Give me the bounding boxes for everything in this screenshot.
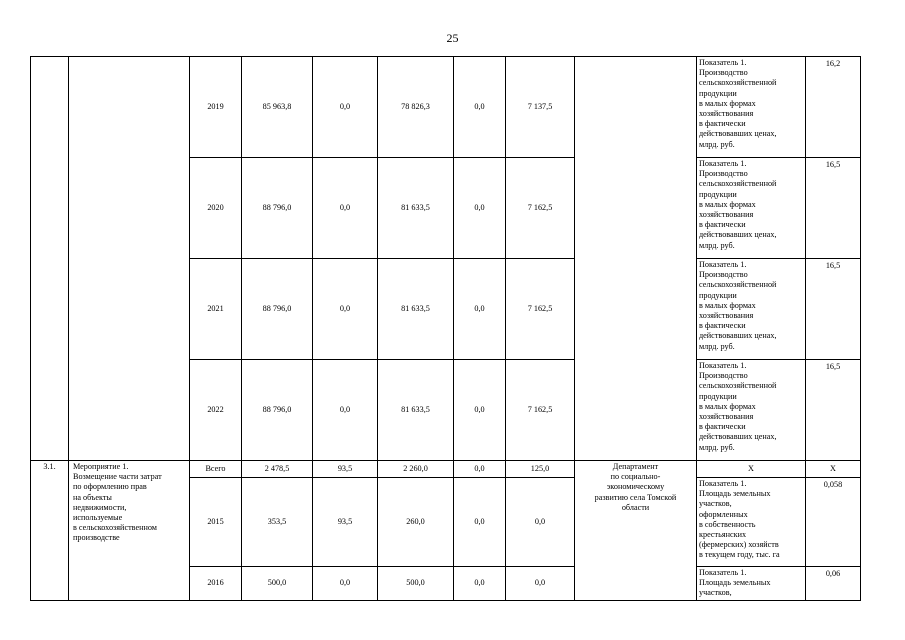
total-cell: 500,0 — [242, 567, 313, 601]
regional-cell: 260,0 — [378, 478, 454, 567]
year-cell: 2021 — [190, 259, 242, 360]
other-cell: 7 137,5 — [506, 57, 575, 158]
program-table — [30, 56, 861, 601]
other-cell: 0,0 — [506, 478, 575, 567]
total-cell: 2 478,5 — [242, 461, 313, 478]
year-cell: 2019 — [190, 57, 242, 158]
executor-cell: Департамент по социально- экономическому развитию села Томской области — [575, 461, 697, 601]
year-cell: 2016 — [190, 567, 242, 601]
regional-cell: 81 633,5 — [378, 360, 454, 461]
other-cell: 7 162,5 — [506, 158, 575, 259]
year-cell: 2015 — [190, 478, 242, 567]
local-cell: 0,0 — [454, 57, 506, 158]
year-cell: 2020 — [190, 158, 242, 259]
total-cell: 88 796,0 — [242, 259, 313, 360]
federal-cell: 0,0 — [313, 57, 378, 158]
year-cell: Всего — [190, 461, 242, 478]
federal-cell: 0,0 — [313, 360, 378, 461]
regional-cell: 2 260,0 — [378, 461, 454, 478]
federal-cell: 93,5 — [313, 478, 378, 567]
other-cell: 0,0 — [506, 567, 575, 601]
indicator-value-cell: 16,5 — [806, 360, 861, 461]
indicator-value-cell: 16,5 — [806, 158, 861, 259]
local-cell: 0,0 — [454, 478, 506, 567]
regional-cell: 78 826,3 — [378, 57, 454, 158]
other-cell: 7 162,5 — [506, 259, 575, 360]
indicator-cell: Показатель 1. Производство сельскохозяйственной продукции в малых формах хозяйствования в фактически действовавших ценах, млрд. руб. — [697, 259, 806, 360]
measure-name-cell: Мероприятие 1. Возмещение части затрат по оформлению прав на объекты недвижимости, используемые в сельскохозяйственном производстве — [69, 461, 190, 601]
local-cell: 0,0 — [454, 360, 506, 461]
federal-cell: 0,0 — [313, 158, 378, 259]
federal-cell: 93,5 — [313, 461, 378, 478]
table-row — [31, 57, 861, 158]
federal-cell: 0,0 — [313, 259, 378, 360]
indicator-cell: Показатель 1. Производство сельскохозяйственной продукции в малых формах хозяйствования в фактически действовавших ценах, млрд. руб. — [697, 57, 806, 158]
indicator-value-cell: 16,2 — [806, 57, 861, 158]
year-cell: 2022 — [190, 360, 242, 461]
total-cell: 85 963,8 — [242, 57, 313, 158]
number-cell-empty — [31, 57, 69, 461]
indicator-cell: Показатель 1. Производство сельскохозяйственной продукции в малых формах хозяйствования в фактически действовавших ценах, млрд. руб. — [697, 360, 806, 461]
local-cell: 0,0 — [454, 158, 506, 259]
regional-cell: 81 633,5 — [378, 158, 454, 259]
regional-cell: 81 633,5 — [378, 259, 454, 360]
indicator-cell: Показатель 1. Производство сельскохозяйственной продукции в малых формах хозяйствования в фактически действовавших ценах, млрд. руб. — [697, 158, 806, 259]
total-cell: 88 796,0 — [242, 158, 313, 259]
indicator-cell: Х — [697, 461, 806, 478]
table-row — [31, 461, 861, 478]
indicator-value-cell: 16,5 — [806, 259, 861, 360]
indicator-cell: Показатель 1. Площадь земельных участков, оформленных в собственность крестьянских (фермерских) хозяйств в текущем году, тыс. га — [697, 478, 806, 567]
local-cell: 0,0 — [454, 461, 506, 478]
indicator-value-cell: 0,058 — [806, 478, 861, 567]
federal-cell: 0,0 — [313, 567, 378, 601]
total-cell: 88 796,0 — [242, 360, 313, 461]
local-cell: 0,0 — [454, 259, 506, 360]
local-cell: 0,0 — [454, 567, 506, 601]
other-cell: 7 162,5 — [506, 360, 575, 461]
name-cell-empty — [69, 57, 190, 461]
indicator-cell: Показатель 1. Площадь земельных участков, — [697, 567, 806, 601]
executor-cell-empty — [575, 57, 697, 461]
page-number: 25 — [446, 31, 459, 45]
measure-number-cell: 3.1. — [31, 461, 69, 601]
indicator-value-cell: 0,06 — [806, 567, 861, 601]
regional-cell: 500,0 — [378, 567, 454, 601]
total-cell: 353,5 — [242, 478, 313, 567]
indicator-value-cell: Х — [806, 461, 861, 478]
other-cell: 125,0 — [506, 461, 575, 478]
